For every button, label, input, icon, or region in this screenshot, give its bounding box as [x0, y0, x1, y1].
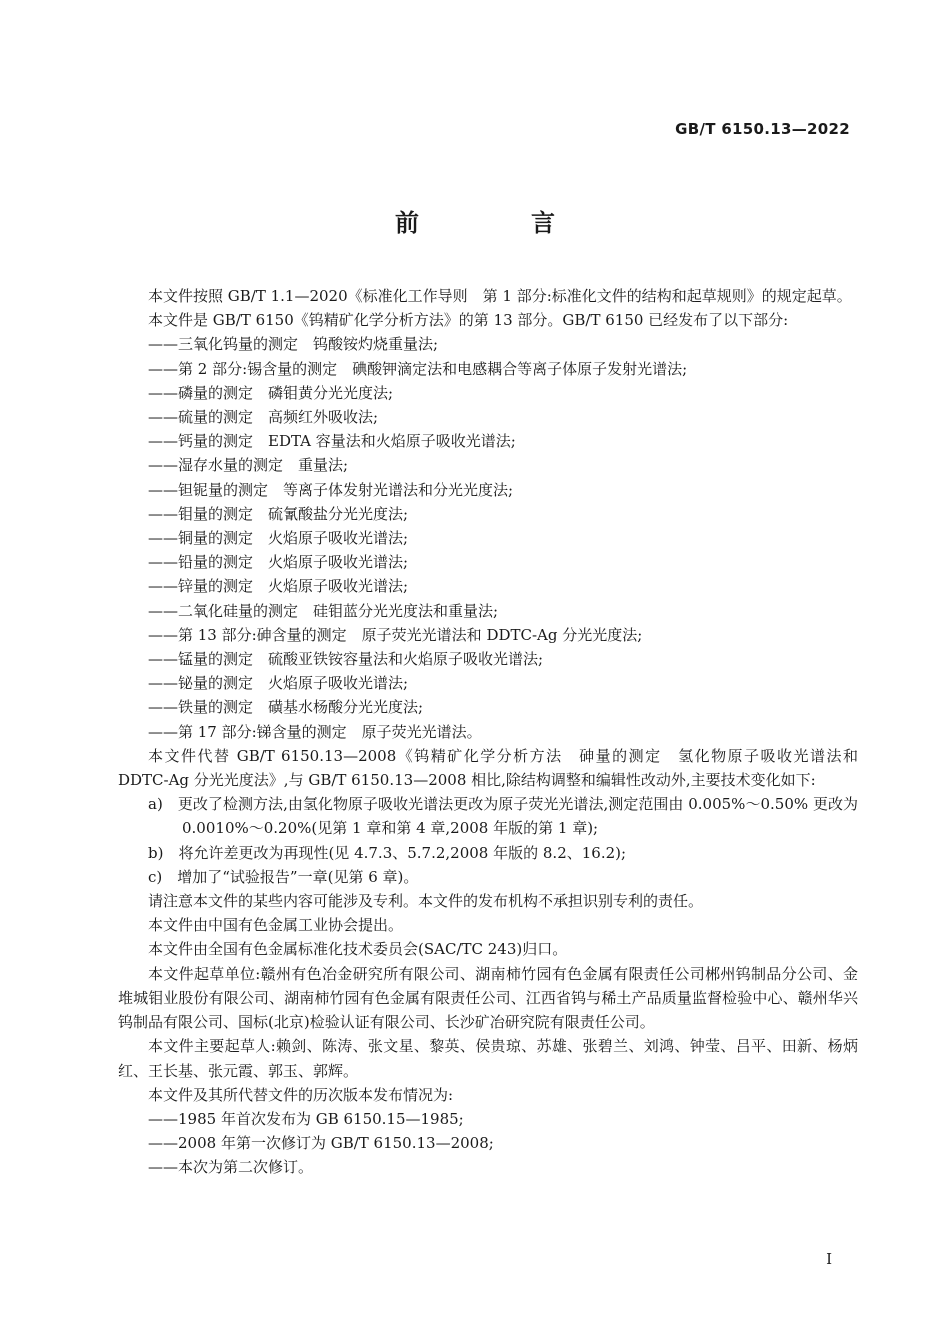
part-item: ——第 2 部分:锡含量的测定 碘酸钾滴定法和电感耦合等离子体原子发射光谱法; [148, 359, 688, 378]
foreword-body [118, 284, 858, 1180]
part-item: ——硫量的测定 高频红外吸收法; [148, 408, 379, 427]
history-item: ——本次为第二次修订。 [148, 1158, 314, 1177]
part-item: ——钽铌量的测定 等离子体发射光谱法和分光光度法; [148, 480, 514, 499]
history-item: ——2008 年第一次修订为 GB/T 6150.13—2008; [148, 1134, 494, 1153]
standard-number: GB/T 6150.13—2022 [675, 120, 850, 138]
part-item: ——铜量的测定 火焰原子吸收光谱法; [148, 529, 409, 548]
part-item: ——第 13 部分:砷含量的测定 原子荧光光谱法和 DDTC-Ag 分光光度法; [148, 625, 643, 644]
history-item: ——1985 年首次发布为 GB 6150.15—1985; [148, 1109, 464, 1128]
part-item: ——钼量的测定 硫氰酸盐分光光度法; [148, 504, 409, 523]
part-item: ——铋量的测定 火焰原子吸收光谱法; [148, 674, 409, 693]
drafting-units: 本文件起草单位:赣州有色冶金研究所有限公司、湖南柿竹园有色金属有限责任公司郴州钨制品分公司、金堆城钼业股份有限公司、湖南柿竹园有色金属有限责任公司、江西省钨与稀土产品质量监督检验中心、赣州华兴钨制品有限公司、国标(北京)检验认证有限公司、长沙矿冶研究院有限责任公司。 [118, 964, 858, 1032]
part-item: ——锌量的测定 火焰原子吸收光谱法; [148, 577, 409, 596]
drafters: 本文件主要起草人:赖剑、陈涛、张文星、黎英、侯贵琼、苏雄、张碧兰、刘鸿、钟莹、吕平、田新、杨炳红、王长基、张元霞、郭玉、郭辉。 [118, 1037, 858, 1080]
change-item: a) 更改了检测方法,由氢化物原子吸收光谱法更改为原子荧光光谱法,测定范围由 0.005%～0.50% 更改为 0.0010%～0.20%(见第 1 章和第 4 章,2008 年版的第 1 章); [148, 795, 858, 838]
intro-paragraph: 本文件按照 GB/T 1.1—2020《标准化工作导则 第 1 部分:标准化文件的结构和起草规则》的规定起草。 [148, 287, 852, 305]
change-item: c) 增加了“试验报告”一章(见第 6 章)。 [148, 867, 419, 886]
change-item: b) 将允许差更改为再现性(见 4.7.3、5.7.2,2008 年版的 8.2、16.2); [148, 843, 627, 862]
page-title: 前 言 [395, 209, 599, 237]
replacement-paragraph: 本文件代替 GB/T 6150.13—2008《钨精矿化学分析方法 砷量的测定 氢化物原子吸收光谱法和 DDTC-Ag 分光光度法》,与 GB/T 6150.13—2008 相比,除结构调整和编辑性改动外,主要技术变化如下: [118, 746, 858, 790]
patent-notice: 请注意本文件的某些内容可能涉及专利。本文件的发布机构不承担识别专利的责任。 [148, 892, 704, 911]
part-item: ——二氧化硅量的测定 硅钼蓝分光光度法和重量法; [148, 601, 499, 620]
part-item: ——湿存水量的测定 重量法; [148, 456, 349, 475]
page-number: I [826, 1250, 832, 1268]
intro-paragraph: 本文件是 GB/T 6150《钨精矿化学分析方法》的第 13 部分。GB/T 6150 已经发布了以下部分: [148, 311, 789, 330]
committee-statement: 本文件由全国有色金属标准化技术委员会(SAC/TC 243)归口。 [148, 940, 568, 959]
part-item: ——钙量的测定 EDTA 容量法和火焰原子吸收光谱法; [148, 432, 516, 451]
part-item: ——三氧化钨量的测定 钨酸铵灼烧重量法; [148, 335, 439, 354]
part-item: ——第 17 部分:锑含量的测定 原子荧光光谱法。 [148, 722, 482, 741]
proposer-statement: 本文件由中国有色金属工业协会提出。 [148, 916, 404, 935]
part-item: ——锰量的测定 硫酸亚铁铵容量法和火焰原子吸收光谱法; [148, 650, 544, 669]
history-intro: 本文件及其所代替文件的历次版本发布情况为: [148, 1085, 454, 1104]
part-item: ——铁量的测定 磺基水杨酸分光光度法; [148, 698, 424, 717]
part-item: ——铅量的测定 火焰原子吸收光谱法; [148, 553, 409, 572]
part-item: ——磷量的测定 磷钼黄分光光度法; [148, 383, 394, 402]
